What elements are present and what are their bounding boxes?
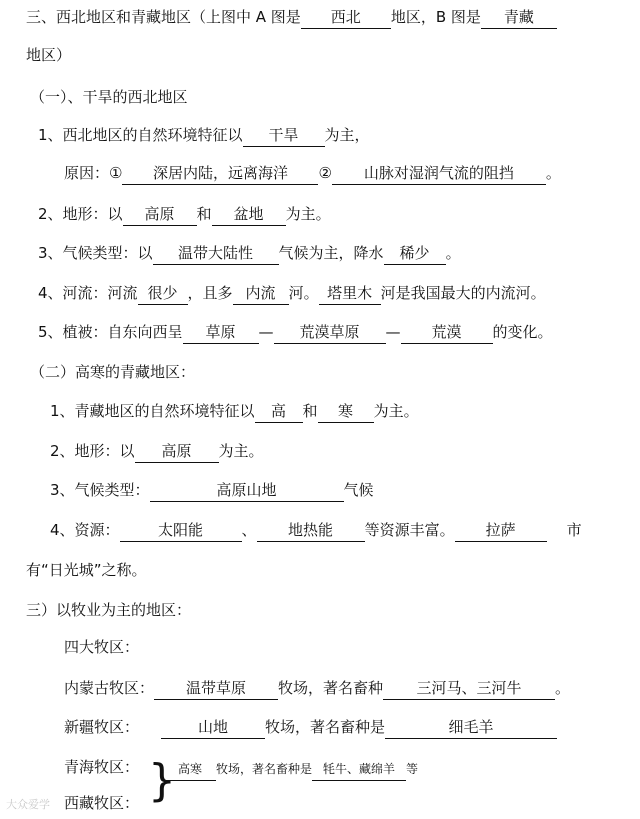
- pasture-end: 。: [555, 679, 571, 697]
- item-text: 1、西北地区的自然环境特征以: [38, 126, 243, 144]
- blank-reason1: 深居内陆，远离海洋: [122, 162, 318, 185]
- blank-shared-type: 高寒: [164, 758, 216, 781]
- item-end: 。: [445, 244, 461, 262]
- part2-item2: [50, 440, 264, 463]
- pasture-tibet-label: 西藏牧区：: [64, 794, 140, 812]
- item-text: 2、地形：以: [38, 205, 123, 223]
- item-suffix: 为主。: [218, 442, 264, 460]
- item-end: 的变化。: [492, 323, 553, 341]
- reason-end: 。: [545, 164, 561, 182]
- item-suffix: 为主，: [324, 126, 370, 144]
- item-text: 1、青藏地区的自然环境特征以: [50, 402, 255, 420]
- title-middle: 地区，B 图是: [390, 8, 481, 26]
- blank-mongolia-breed: 三河马、三河牛: [383, 677, 555, 700]
- blank-plateau: 高原: [135, 440, 219, 463]
- blank-veg1: 草原: [183, 321, 259, 344]
- blank-mongolia-type: 温带草原: [154, 677, 278, 700]
- item-mid: 和: [302, 402, 318, 420]
- blank-high: 高: [255, 400, 303, 423]
- item-dash: —: [385, 323, 401, 341]
- watermark-logo: 大众爱学: [6, 798, 50, 811]
- section-title-line2: 地区）: [26, 46, 72, 64]
- pasture-shared: [164, 758, 418, 781]
- item-text: 4、资源：: [50, 521, 120, 539]
- blank-a: 西北: [301, 6, 391, 29]
- pasture-label: 新疆牧区：: [64, 718, 140, 736]
- blank-terrain2: 盆地: [212, 203, 286, 226]
- item-suffix: 为主。: [373, 402, 419, 420]
- blank-shared-breed: 牦牛、藏绵羊: [312, 758, 406, 781]
- part2-heading: （二）高寒的青藏地区：: [30, 363, 196, 381]
- item-text: 3、气候类型：: [50, 481, 150, 499]
- blank-climate-type: 温带大陆性: [153, 242, 279, 265]
- part3-subheading: 四大牧区：: [64, 638, 140, 656]
- reason-label: 原因：①: [64, 164, 123, 182]
- item-mid: 和: [196, 205, 212, 223]
- brace-symbol: }: [148, 755, 176, 806]
- blank-river-type: 内流: [233, 282, 289, 305]
- pasture-mid: 牧场，著名畜种: [278, 679, 384, 697]
- item-text: 5、植被：自东向西呈: [38, 323, 183, 341]
- pasture-mid: 牧场，著名畜种是: [265, 718, 386, 736]
- pasture-label: 内蒙古牧区：: [64, 679, 155, 697]
- section-title: [26, 6, 557, 29]
- pasture-xinjiang: [64, 716, 557, 739]
- part1-item4: [38, 282, 546, 305]
- item-end: 河是我国最大的内流河。: [380, 284, 546, 302]
- blank-xinjiang-type: 山地: [161, 716, 265, 739]
- blank-terrain1: 高原: [123, 203, 197, 226]
- part1-reason: [64, 162, 561, 185]
- item-text: 4、河流：河流: [38, 284, 138, 302]
- pasture-mongolia: [64, 677, 570, 700]
- pasture-end: 等: [406, 762, 419, 776]
- item-text: 2、地形：以: [50, 442, 135, 460]
- part1-item3: [38, 242, 461, 265]
- item-dash: —: [258, 323, 274, 341]
- part3-heading: 三）以牧业为主的地区：: [26, 601, 192, 619]
- item-text: 3、气候类型：以: [38, 244, 153, 262]
- title-prefix: 三、西北地区和青藏地区（上图中 A 图是: [26, 8, 301, 26]
- item-mid: 、: [241, 521, 257, 539]
- blank-geothermal: 地热能: [257, 519, 365, 542]
- part2-item4-line2: 有“日光城”之称。: [26, 561, 147, 579]
- item-suffix: 为主。: [285, 205, 331, 223]
- part2-item4: [50, 519, 582, 542]
- blank-xinjiang-breed: 细毛羊: [385, 716, 557, 739]
- blank-cold: 寒: [318, 400, 374, 423]
- item-mid: 河。: [288, 284, 319, 302]
- blank-climate-feature: 干旱: [243, 124, 325, 147]
- part1-item1: [38, 124, 370, 147]
- item-mid: ，且多: [187, 284, 233, 302]
- blank-veg3: 荒漠: [401, 321, 493, 344]
- reason-mid: ②: [318, 164, 332, 182]
- blank-reason2: 山脉对湿润气流的阻挡: [332, 162, 546, 185]
- part1-item5: [38, 321, 553, 344]
- blank-river-name: 塔里木: [319, 282, 381, 305]
- pasture-mid: 牧场，著名畜种是: [216, 762, 313, 776]
- part1-item2: [38, 203, 331, 226]
- part2-item3: [50, 479, 374, 502]
- part2-item1: [50, 400, 419, 423]
- blank-veg2: 荒漠草原: [274, 321, 386, 344]
- blank-solar: 太阳能: [120, 519, 242, 542]
- blank-river-count: 很少: [138, 282, 188, 305]
- item-mid: 气候为主，降水: [278, 244, 384, 262]
- item-suffix: 气候: [343, 481, 374, 499]
- item-mid: 等资源丰富。: [364, 521, 455, 539]
- blank-plateau-climate: 高原山地: [150, 479, 344, 502]
- blank-lhasa: 拉萨: [455, 519, 547, 542]
- blank-b: 青藏: [481, 6, 557, 29]
- pasture-qinghai-label: 青海牧区：: [64, 758, 140, 776]
- blank-rainfall: 稀少: [384, 242, 446, 265]
- part1-heading: （一）、干旱的西北地区: [30, 88, 188, 106]
- item-end: 市: [566, 521, 582, 539]
